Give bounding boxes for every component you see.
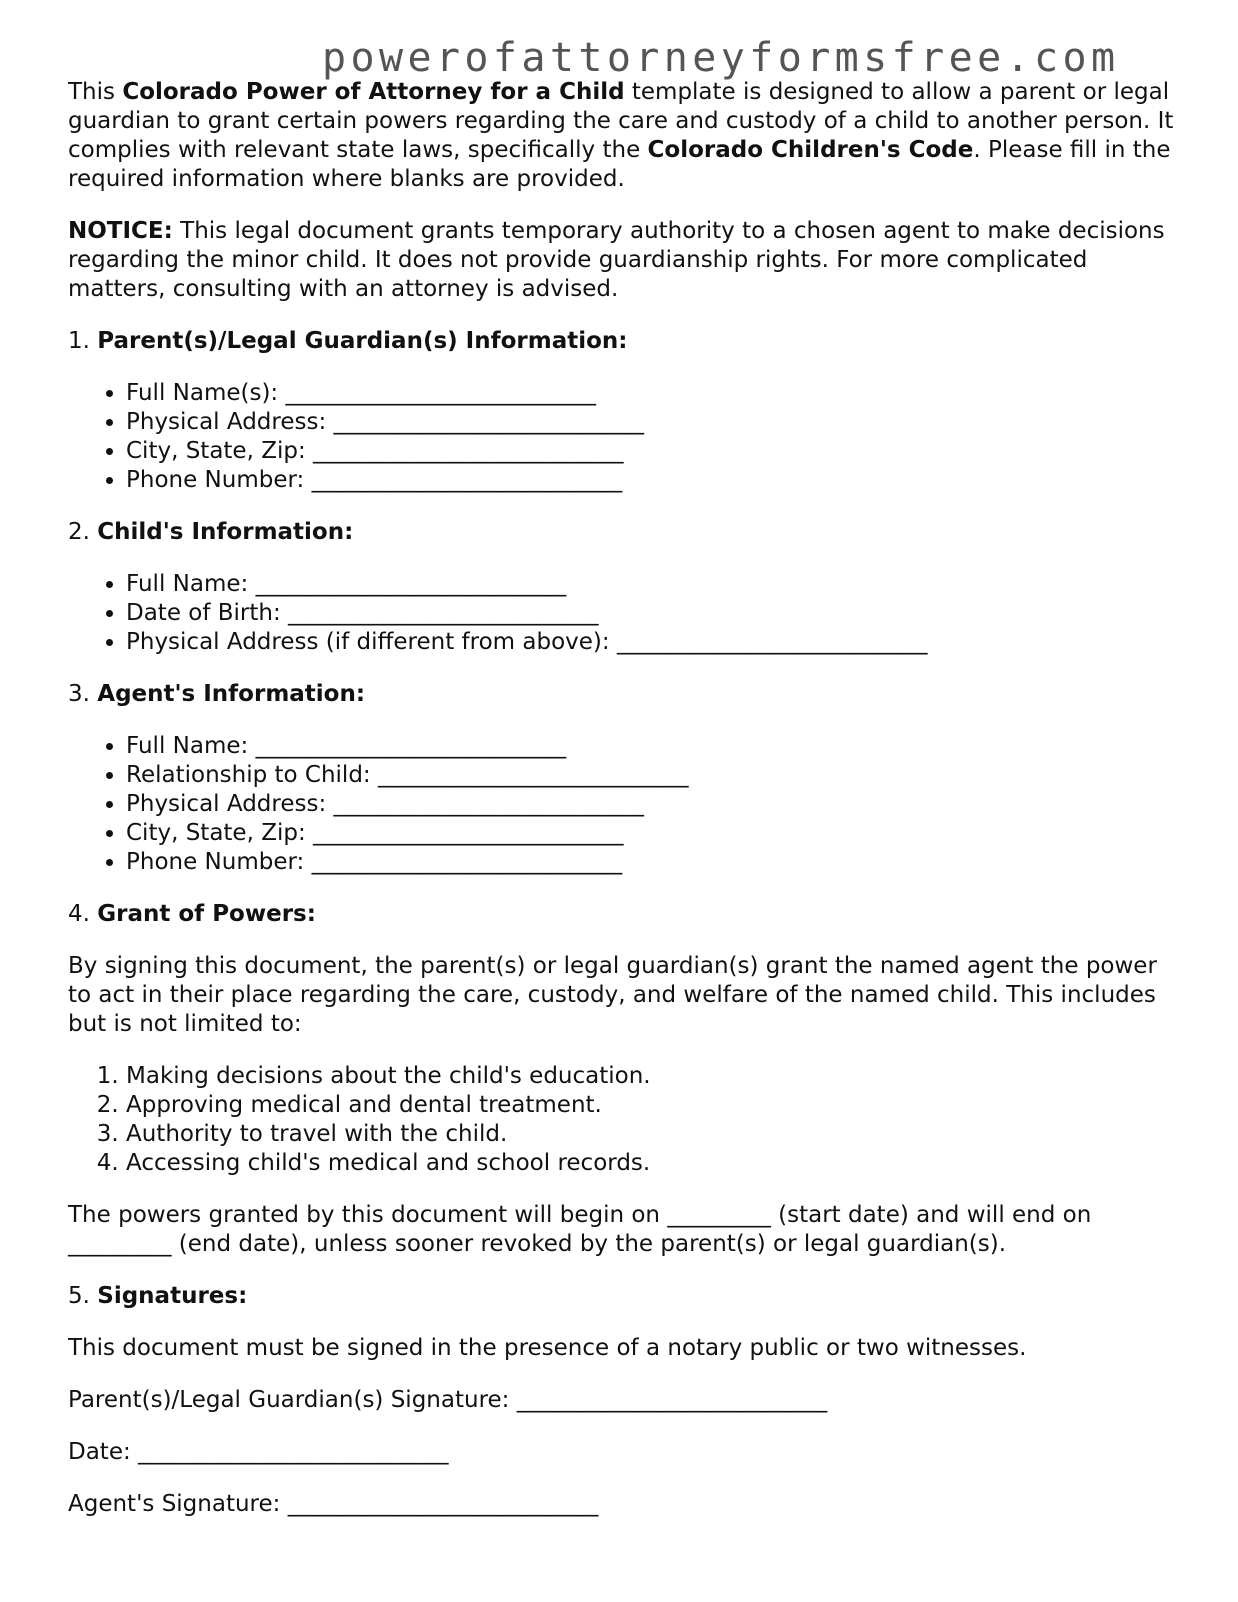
section-1-title: Parent(s)/Legal Guardian(s) Information:: [97, 328, 628, 354]
section-2-number: 2.: [68, 519, 98, 545]
field-label: Date of Birth:: [126, 600, 289, 626]
agent-info-list: [68, 732, 1178, 877]
field-agent-address: [126, 790, 1178, 819]
section-1-number: 1.: [68, 328, 98, 354]
field-agent-phone: [126, 848, 1178, 877]
power-item: 4. Accessing child's medical and school records.: [126, 1149, 1178, 1178]
start-date-blank[interactable]: _________: [667, 1202, 771, 1228]
field-label: Physical Address:: [126, 409, 334, 435]
section-2-heading: [68, 518, 1178, 547]
parent-signature-line: [68, 1386, 1178, 1415]
notice-text: This legal document grants temporary authority to a chosen agent to make decisions regarding the minor child. It does not provide guardianship rights. For more complicated matters, consulting with an attorney is advised.: [68, 218, 1165, 302]
field-child-address: [126, 628, 1178, 657]
watermark: powerofattorneyformsfree.com: [322, 35, 1120, 81]
field-label: Parent(s)/Legal Guardian(s) Signature:: [68, 1387, 517, 1413]
fill-blank[interactable]: ___________________________: [377, 762, 689, 788]
section-3-title: Agent's Information:: [97, 681, 366, 707]
field-agent-relationship: [126, 761, 1178, 790]
field-agent-full-name: [126, 732, 1178, 761]
notice-label: NOTICE:: [68, 218, 173, 244]
fill-blank[interactable]: ___________________________: [516, 1387, 828, 1413]
section-2-title: Child's Information:: [97, 519, 354, 545]
document-body: [68, 78, 1178, 1542]
fill-blank[interactable]: ___________________________: [138, 1439, 449, 1465]
section-5-heading: [68, 1282, 1178, 1311]
power-item: 2. Approving medical and dental treatment.: [126, 1091, 1178, 1120]
grant-intro: By signing this document, the parent(s) or legal guardian(s) grant the named agent the power to act in their place regarding the care, custody, and welfare of the named child. This includes but is not limited to:: [68, 953, 1157, 1037]
field-child-dob: [126, 599, 1178, 628]
notice-paragraph: [68, 217, 1178, 304]
field-parent-city-state-zip: [126, 437, 1178, 466]
field-label: City, State, Zip:: [126, 820, 314, 846]
power-item: 1. Making decisions about the child's education.: [126, 1062, 1178, 1091]
fill-blank[interactable]: ___________________________: [333, 791, 645, 817]
date-line: [68, 1438, 1178, 1467]
field-label: City, State, Zip:: [126, 438, 314, 464]
field-label: Agent's Signature:: [68, 1491, 288, 1517]
field-label: Phone Number:: [126, 849, 312, 875]
fill-blank[interactable]: ___________________________: [287, 1491, 599, 1517]
intro-text-b: template is designed to allow a parent or legal guardian to grant certain powers regarding the care and custody of a child to another person. It complies with relevant state laws, specifically the: [68, 79, 1174, 163]
field-label: Physical Address:: [126, 791, 334, 817]
field-label: Physical Address (if different from above):: [126, 629, 617, 655]
field-parent-address: [126, 408, 1178, 437]
duration-text-a: The powers granted by this document will begin on: [68, 1202, 668, 1228]
field-label: Phone Number:: [126, 467, 312, 493]
field-agent-city-state-zip: [126, 819, 1178, 848]
fill-blank[interactable]: ___________________________: [285, 380, 596, 406]
parent-info-list: [68, 379, 1178, 495]
section-4-title: Grant of Powers:: [97, 901, 316, 927]
child-info-list: [68, 570, 1178, 657]
section-5-title: Signatures:: [97, 1283, 248, 1309]
power-item: 3. Authority to travel with the child.: [126, 1120, 1178, 1149]
section-4-heading: [68, 900, 1178, 929]
powers-list: [68, 1062, 1178, 1178]
intro-paragraph: [68, 78, 1178, 194]
field-label: Full Name:: [126, 733, 256, 759]
fill-blank[interactable]: ___________________________: [333, 409, 645, 435]
field-label: Date:: [68, 1439, 139, 1465]
agent-signature-line: [68, 1490, 1178, 1519]
section-5-number: 5.: [68, 1283, 98, 1309]
section-3-heading: [68, 680, 1178, 709]
field-parent-full-name: [126, 379, 1178, 408]
end-date-blank[interactable]: _________: [68, 1231, 172, 1257]
fill-blank[interactable]: ___________________________: [288, 600, 599, 626]
duration-text-c: (end date), unless sooner revoked by the parent(s) or legal guardian(s).: [171, 1231, 1007, 1257]
field-parent-phone: [126, 466, 1178, 495]
field-label: Relationship to Child:: [126, 762, 378, 788]
section-4-number: 4.: [68, 901, 98, 927]
duration-paragraph: [68, 1201, 1178, 1259]
intro-text-c: . Please fill in the required information where blanks are provided.: [68, 137, 1171, 192]
fill-blank[interactable]: ___________________________: [313, 820, 624, 846]
field-child-full-name: [126, 570, 1178, 599]
field-label: Full Name(s):: [126, 380, 286, 406]
fill-blank[interactable]: ___________________________: [311, 467, 623, 493]
intro-bold-title: Colorado Power of Attorney for a Child: [122, 79, 625, 105]
intro-text-a: This: [68, 79, 123, 105]
section-3-number: 3.: [68, 681, 98, 707]
fill-blank[interactable]: ___________________________: [616, 629, 928, 655]
signature-intro: This document must be signed in the presence of a notary public or two witnesses.: [68, 1335, 1027, 1361]
fill-blank[interactable]: ___________________________: [255, 571, 567, 597]
duration-text-b: (start date) and will end on: [770, 1202, 1092, 1228]
fill-blank[interactable]: ___________________________: [311, 849, 623, 875]
section-1-heading: [68, 327, 1178, 356]
fill-blank[interactable]: ___________________________: [313, 438, 624, 464]
fill-blank[interactable]: ___________________________: [255, 733, 567, 759]
intro-bold-code: Colorado Children's Code: [647, 137, 974, 163]
field-label: Full Name:: [126, 571, 256, 597]
